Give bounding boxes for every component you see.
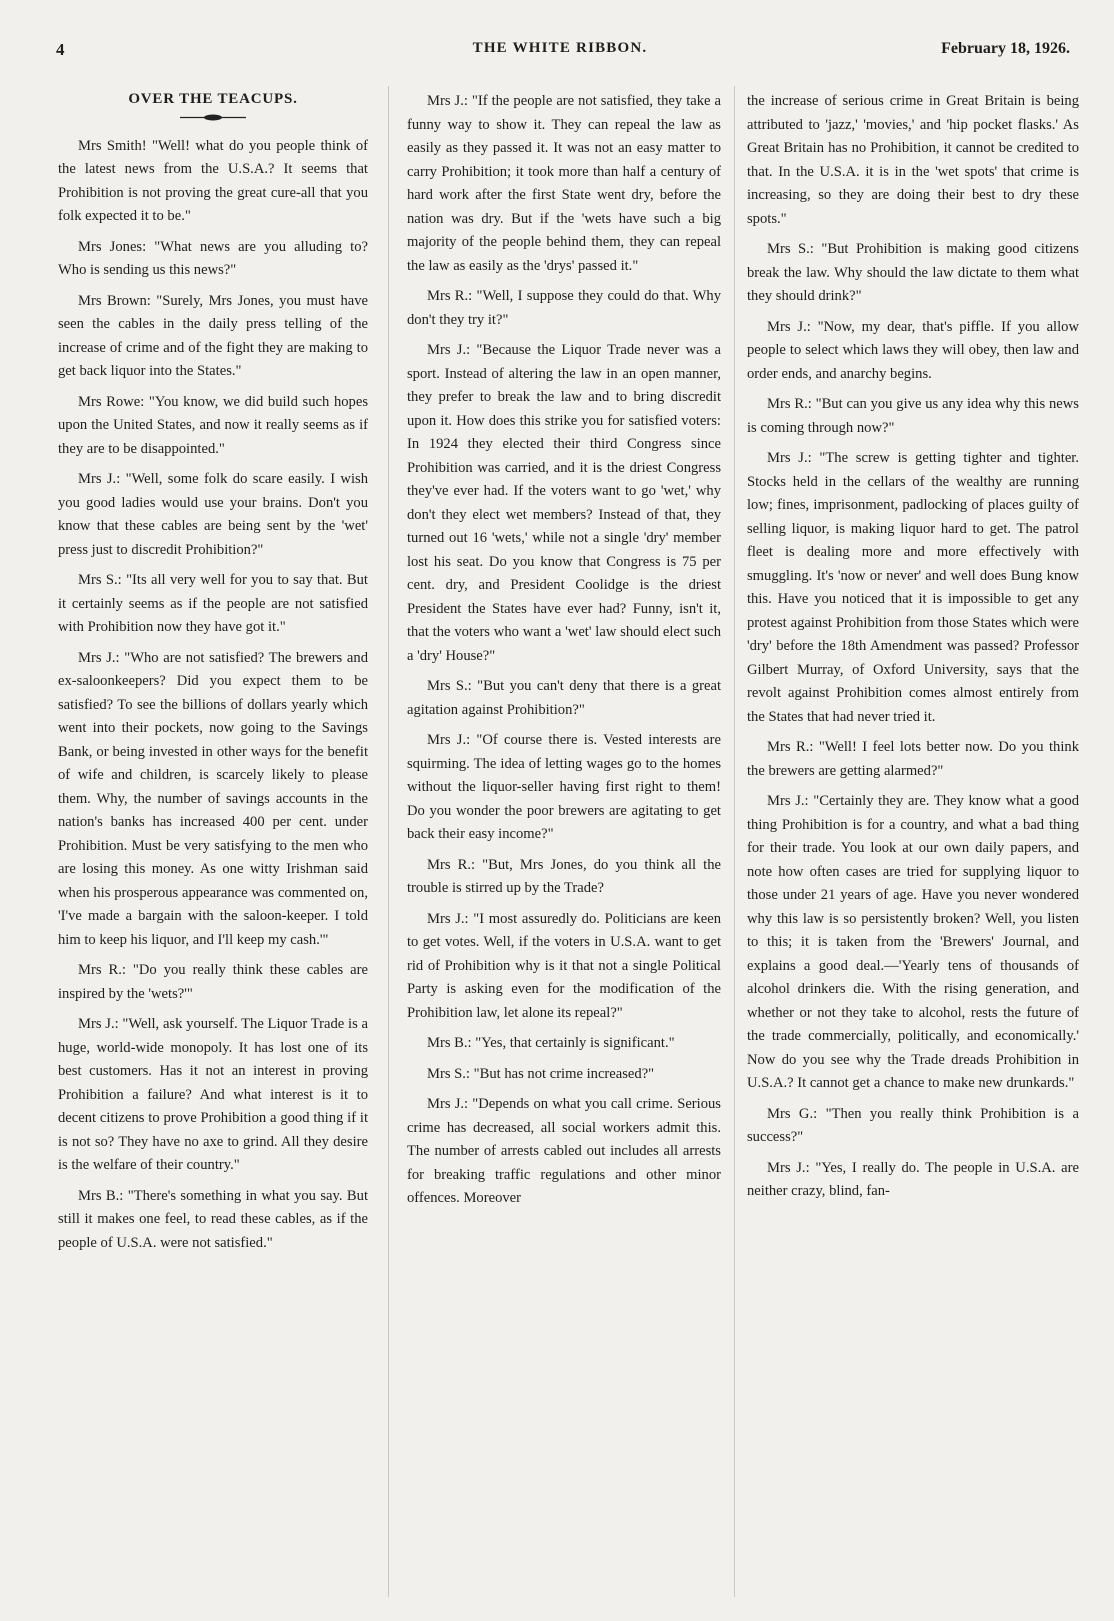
page-number: 4 — [56, 40, 65, 59]
paragraph: Mrs J.: "The screw is getting tighter and tighter. Stocks held in the cellars of the wealthy are running low; fines, imprisonment, padlocking of places guilty of selling liquor, is making liquor hard to get. The patrol fleet is dealing more and more effectively with smuggling. It's 'now or never' and well does Bung know this. Have you noticed that it is impossible to get any protest against Prohibition from those States which were 'dry' before the 18th Amendment was passed? Professor Gilbert Murray, of Oxford University, says that the revolt against Prohibition comes almost entirely from the States that had never tried it. — [747, 450, 1079, 725]
paragraph: Mrs S.: "Its all very well for you to say that. But it certainly seems as if the people are not satisfied with Prohibition now they have got it." — [58, 572, 368, 635]
paragraph: Mrs R.: "But can you give us any idea why this news is coming through now?" — [747, 396, 1079, 436]
paragraph: the increase of serious crime in Great Britain is being attributed to 'jazz,' 'movies,' and 'hip pocket flasks.' As Great Britain has no Prohibition, it cannot be credited to that. In the U.S.A. it is in the 'wet spots' that crime is increasing, so they are doing their best to dry these spots." — [747, 93, 1079, 227]
paragraph: Mrs G.: "Then you really think Prohibition is a success?" — [747, 1105, 1079, 1145]
paragraph: Mrs J.: "I most assuredly do. Politicians are keen to get votes. Well, if the voters in U.S.A. want to get rid of Prohibition why is it that not a single Political Party is asking even for the modification of the Prohibition law, let alone its repeal?" — [407, 910, 721, 1021]
paragraph: Mrs Brown: "Surely, Mrs Jones, you must have seen the cables in the daily press telling of the increase of crime and of the fight they are making to get back liquor into the States." — [58, 292, 368, 379]
column-3 — [747, 80, 1079, 1601]
paragraph: Mrs Smith! "Well! what do you people think of the latest news from the U.S.A.? It seems that Prohibition is not proving the great cure-all that you folk expected it to be." — [58, 137, 368, 224]
column-divider — [734, 86, 735, 1597]
article-title: OVER THE TEACUPS. — [128, 91, 298, 107]
issue-date: February 18, 1926. — [941, 40, 1070, 57]
paragraph: Mrs J.: "Well, ask yourself. The Liquor Trade is a huge, world-wide monopoly. It has lost one of its best customers. Has it not an interest in proving Prohibition a failure? And what interest is it to decent citizens to prove Prohibition a good thing if it is not so? They have no axe to grind. All they desire is the welfare of their country." — [58, 1016, 368, 1173]
paragraph: Mrs S.: "But you can't deny that there is a great agitation against Prohibition?" — [407, 678, 721, 718]
paragraph: Mrs J.: "Who are not satisfied? The brewers and ex-saloonkeepers? Did you expect them to be satisfied? To see the billions of dollars yearly which went into their pockets, now going to the Savings Bank, or being invested in other ways for the benefit of wife and children, is scarcely likely to please them. Why, the number of savings accounts in the nation's banks has increased 400 per cent. under Prohibition. Must be very satisfying to the men who are losing this money. As one witty Irishman said when his prosperous appearance was commented on, 'I've made a bargain with the saloon-keeper. I told him to keep his liquor, and I'll keep my cash.'" — [58, 649, 368, 948]
column-1 — [58, 80, 368, 1601]
publication-title: THE WHITE RIBBON. — [472, 40, 648, 56]
paragraph: Mrs S.: "But Prohibition is making good citizens break the law. Why should the law dictate to them what they should drink?" — [747, 241, 1079, 304]
column-2 — [407, 80, 721, 1601]
paragraph: Mrs B.: "Yes, that certainly is significant." — [427, 1035, 675, 1051]
paragraph: Mrs J.: "If the people are not satisfied, they take a funny way to show it. They can repeal the law as easily as they passed it. It was not an easy matter to carry Prohibition; it took more than half a century of hard work after the first State went dry, before the nation was dry. But if the 'wets have such a big majority of the people behind them, they can repeal the law as easily as the 'drys' passed it." — [407, 93, 721, 274]
column-3-text — [747, 90, 1079, 1204]
paragraph: Mrs Rowe: "You know, we did build such hopes upon the United States, and now it really seems as if they are to be disappointed." — [58, 393, 368, 457]
title-ornament — [178, 114, 248, 121]
paragraph: Mrs R.: "Well! I feel lots better now. Do you think the brewers are getting alarmed?" — [747, 739, 1079, 779]
paragraph: Mrs B.: "There's something in what you say. But still it makes one feel, to read these cables, as if the people of U.S.A. were not satisfied." — [58, 1187, 368, 1251]
column-2-text — [407, 90, 721, 1211]
paragraph: Mrs J.: "Because the Liquor Trade never was a sport. Instead of altering the law in an open manner, they prefer to break the law and to bring discredit upon it. How does this strike you for satisfied voters: In 1924 they elected their third Congress since Prohibition was carried, and it is the driest Congress they've ever had. If the voters want to go 'wet,' why don't they elect wet members? Instead of that, they turned out 16 'wets,' while not a single 'dry' member lost his seat. Do you know that Congress is 75 per cent. dry, and President Coolidge is the driest President the States have ever had? Funny, isn't it, that the voters who want a 'wet' law should elect such a 'dry' House?" — [407, 342, 721, 664]
paragraph: Mrs J.: "Now, my dear, that's piffle. If you allow people to select which laws they will obey, then law and order ends, and anarchy begins. — [747, 318, 1079, 382]
paragraph: Mrs J.: "Well, some folk do scare easily. I wish you good ladies would use your brains. Don't you know that these cables are being sent by the 'wet' press just to discredit Prohibition?" — [58, 471, 368, 558]
paragraph: Mrs J.: "Depends on what you call crime. Serious crime has decreased, all social workers admit this. The number of arrests cabled out includes all arrests for breaking traffic regulations and other minor offences. Moreover — [407, 1096, 721, 1206]
paragraph: Mrs R.: "But, Mrs Jones, do you think all the trouble is stirred up by the Trade? — [407, 856, 721, 896]
paragraph: Mrs J.: "Yes, I really do. The people in U.S.A. are neither crazy, blind, fan- — [747, 1159, 1079, 1199]
paragraph: Mrs R.: "Do you really think these cables are inspired by the 'wets?'" — [58, 962, 368, 1002]
column-divider — [388, 86, 389, 1597]
paragraph: Mrs Jones: "What news are you alluding to? Who is sending us this news?" — [58, 238, 368, 278]
paragraph: Mrs J.: "Certainly they are. They know what a good thing Prohibition is for a country, and what a bad thing for their trade. You look at our own daily papers, and note how often cases are tried for supplying liquor to those under 21 years of age. Have you never wondered why this law is so persistently broken? Well, you listen to this; it is taken from the 'Brewers' Journal, and explains a good deal.—'Yearly tens of thousands of alcohol drinkers die. With the rising generation, and whether or not they take to alcohol, rests the future of the trade commercially, politically, and economically.' Now do you see why the Trade dreads Prohibition in U.S.A.? It cannot get a chance to make new drunkards." — [747, 793, 1079, 1091]
column-1-text — [58, 135, 368, 1256]
paragraph: Mrs J.: "Of course there is. Vested interests are squirming. The idea of letting wages go to the homes without the liquor-seller having first right to them! Do you wonder the poor brewers are agitating to get back their easy income?" — [407, 732, 721, 842]
page-header — [50, 36, 1070, 64]
paragraph: Mrs R.: "Well, I suppose they could do that. Why don't they try it?" — [407, 288, 721, 328]
paragraph: Mrs S.: "But has not crime increased?" — [427, 1065, 655, 1082]
